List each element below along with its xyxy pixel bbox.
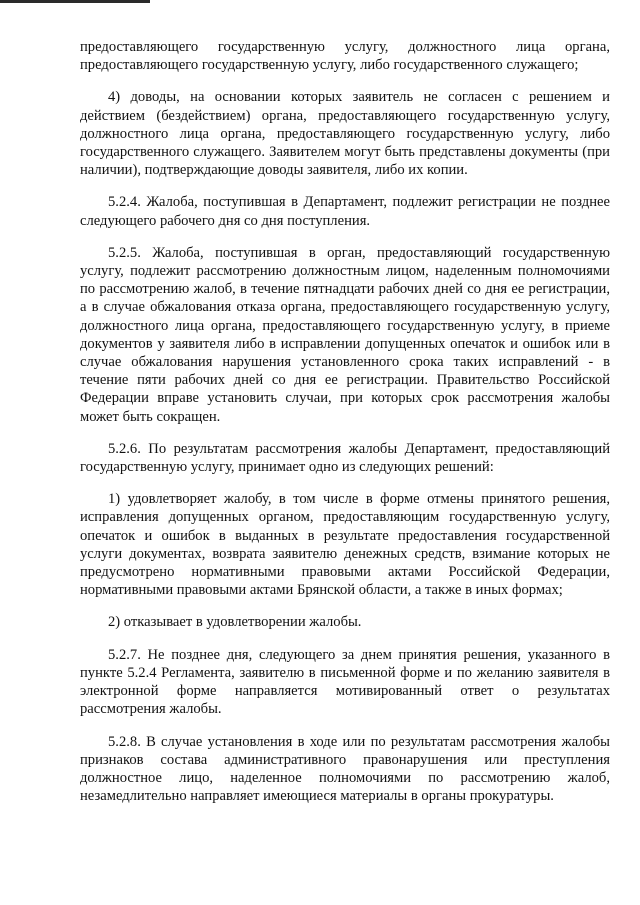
paragraph-1: предоставляющего государственную услугу, должностного лица органа, предоставляющего государственную услугу, либо государственного служащего; [80,39,610,74]
paragraph-5: 5.2.6. По результатам рассмотрения жалобы Департамент, предоставляющий государственную услугу, принимает одно из следующих решений: [80,440,610,476]
paragraph-3: 5.2.4. Жалоба, поступившая в Департамент, подлежит регистрации не позднее следующего рабочего дня со дня поступления. [80,194,610,229]
paragraph-7: 2) отказывает в удовлетворении жалобы. [108,614,362,631]
paragraph-2: 4) доводы, на основании которых заявитель не согласен с решением и действием (бездействием) органа, предоставляющего государственную услугу, должностного лица органа, предоставляющего государственную услугу, либо государственного служащего. Заявителем могут быть представлены документы (при наличии), подтверждающие доводы заявителя, либо их копии. [80,89,610,179]
paragraph-8: 5.2.7. Не позднее дня, следующего за днем принятия решения, указанного в пункте 5.2.4 Регламента, заявителю в письменной форме и по желанию заявителя в электронной форме направляется мотивированный ответ о результатах рассмотрения жалобы. [80,646,610,718]
paragraph-6: 1) удовлетворяет жалобу, в том числе в форме отмены принятого решения, исправления допущенных органом, предоставляющим государственную услугу, опечаток и ошибок в выданных в результате предоставления государственной услуги документах, возврата заявителю денежных средств, взимание которых не предусмотрено нормативными правовыми актами Российской Федерации, нормативными правовыми актами Брянской области, а также в иных формах; [80,491,610,599]
paragraph-4: 5.2.5. Жалоба, поступившая в орган, предоставляющий государственную услугу, подлежит рассмотрению должностным лицом, наделенным полномочиями по рассмотрению жалоб, в течение пятнадцати рабочих дней со дня ее регистрации, а в случае обжалования отказа органа, предоставляющего государственную услугу, должностного лица органа, предоставляющего государственную услугу, в приеме документов у заявителя либо в исправлении допущенных опечаток и ошибок или в случае обжалования нарушения установленного срока таких исправлений - в течение пяти рабочих дней со дня ее регистрации. Правительство Российской Федерации вправе установить случаи, при которых срок рассмотрения жалобы может быть сокращен. [80,244,610,425]
paragraph-9: 5.2.8. В случае установления в ходе или по результатам рассмотрения жалобы признаков состава административного правонарушения или преступления должностное лицо, наделенное полномочиями по рассмотрению жалоб, незамедлительно направляет имеющиеся материалы в органы прокуратуры. [80,733,610,805]
document-body [80,38,610,805]
top-rule [0,0,150,3]
